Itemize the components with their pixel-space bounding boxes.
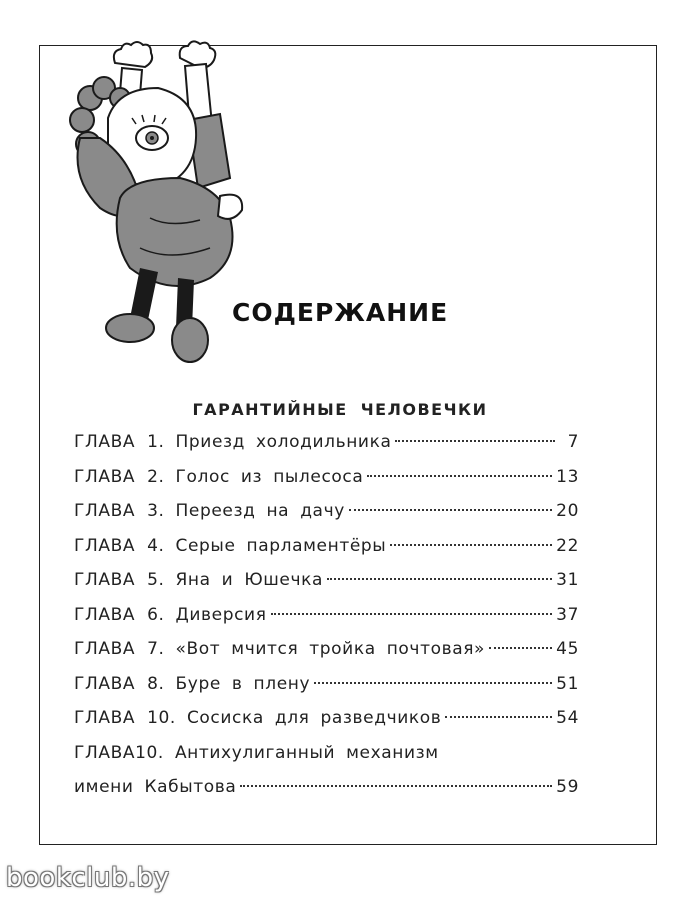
toc-entry[interactable] [74,639,579,674]
toc-page-number: 13 [556,466,579,487]
toc-chapter-title: Сосиска для разведчиков [186,708,442,728]
toc-leader-dots [314,682,552,684]
toc-chapter-label: ГЛАВА [74,432,136,452]
toc-page-number: 22 [556,535,579,556]
table-of-contents [74,432,579,812]
toc-chapter-number: 4. [147,535,165,556]
toc-chapter-label: ГЛАВА [74,639,136,659]
page-title: СОДЕРЖАНИЕ [232,298,449,327]
toc-page-number: 54 [556,708,579,728]
toc-page-number: 37 [556,604,579,625]
toc-page-number: 20 [556,501,579,521]
toc-entry[interactable] [74,467,579,502]
toc-chapter-label: ГЛАВА [74,466,136,487]
toc-chapter-number: 3. [147,501,165,521]
toc-chapter-title: Приезд холодильника [175,432,392,452]
toc-chapter-title: Диверсия [175,604,267,625]
toc-leader-dots [349,509,552,511]
toc-leader-dots [240,785,552,787]
toc-chapter-number: 10. [135,742,164,763]
toc-chapter-label: ГЛАВА [74,604,136,625]
toc-chapter-number: 2. [147,466,165,487]
toc-chapter-label: ГЛАВА [74,708,136,728]
toc-entry[interactable] [74,501,579,536]
toc-entry[interactable] [74,432,579,467]
toc-leader-dots [271,613,553,615]
toc-page-number: 31 [556,570,579,590]
toc-entry[interactable] [74,708,579,743]
toc-entry-last-line2[interactable] [74,777,579,812]
toc-chapter-label: ГЛАВА [74,673,136,694]
toc-page-number: 7 [567,432,579,452]
toc-chapter-title: Яна и Юшечка [175,570,324,590]
toc-page-number: 51 [556,673,579,694]
toc-chapter-label: ГЛАВА [74,742,136,763]
toc-chapter-title: Буре в плену [175,673,311,694]
toc-entry[interactable] [74,605,579,640]
toc-chapter-title: Серые парламентёры [175,535,387,556]
toc-chapter-number: 10. [147,708,176,728]
toc-page-number: 59 [556,777,579,797]
toc-page-number: 45 [556,639,579,659]
watermark-text: bookclub.by [6,863,170,893]
toc-entry-last-line1[interactable] [74,743,579,778]
toc-leader-dots [327,578,552,580]
toc-chapter-number: 6. [147,604,165,625]
toc-chapter-title: Антихулиганный механизм [174,742,439,763]
toc-chapter-label: ГЛАВА [74,535,136,556]
toc-entry[interactable] [74,570,579,605]
toc-leader-dots [390,544,552,546]
toc-leader-dots [445,716,552,718]
toc-chapter-title-continued: имени Кабытова [74,777,237,797]
toc-chapter-number: 5. [147,570,165,590]
toc-chapter-title: Голос из пылесоса [175,466,364,487]
toc-chapter-label: ГЛАВА [74,570,136,590]
toc-leader-dots [367,475,552,477]
toc-entry[interactable] [74,536,579,571]
toc-leader-dots [489,647,552,649]
toc-chapter-number: 8. [147,673,165,694]
toc-chapter-title: «Вот мчится тройка почтовая» [175,639,486,659]
section-title: ГАРАНТИЙНЫЕ ЧЕЛОВЕЧКИ [192,400,488,419]
toc-chapter-label: ГЛАВА [74,501,136,521]
toc-entry[interactable] [74,674,579,709]
toc-leader-dots [395,440,555,442]
toc-chapter-title: Переезд на дачу [175,501,345,521]
toc-chapter-number: 7. [147,639,165,659]
toc-chapter-number: 1. [147,432,165,452]
